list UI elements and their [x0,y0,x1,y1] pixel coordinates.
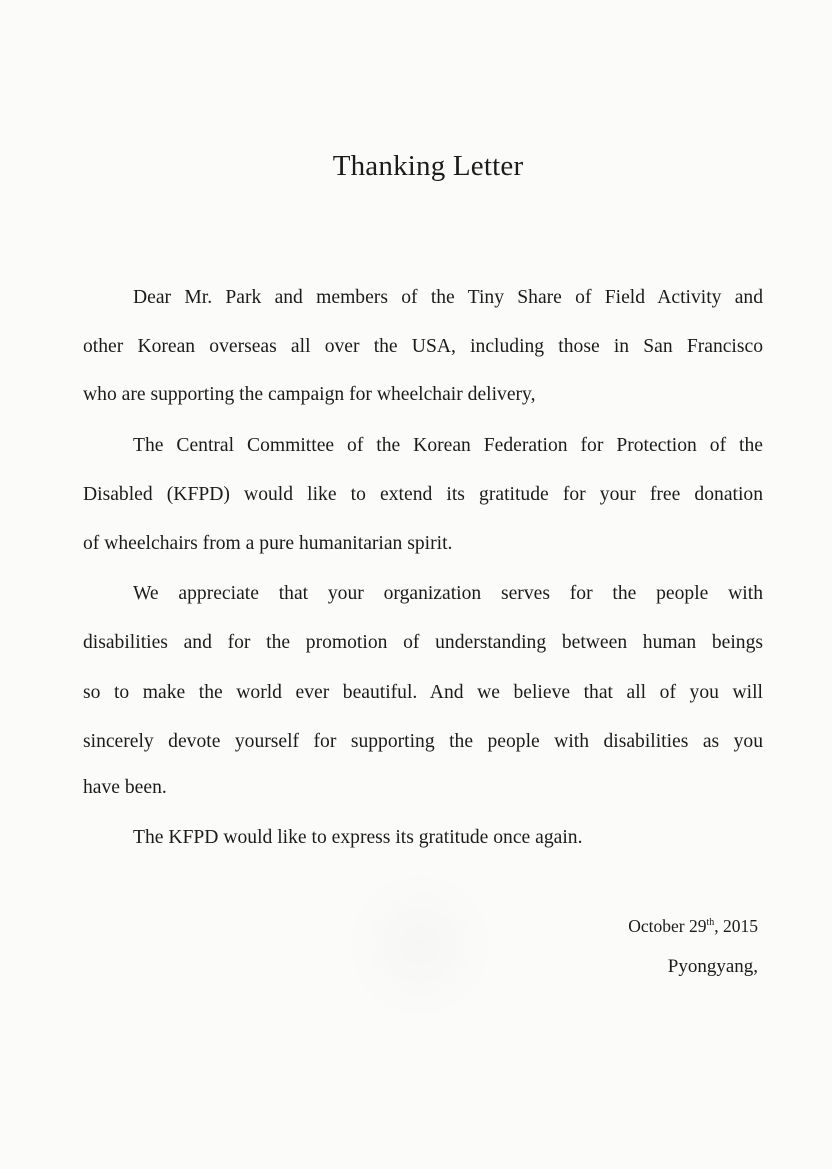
body-line: sincerely devote yourself for supporting the people with disabilities as you [83,731,763,752]
faint-seal [340,870,500,1020]
body-line: of wheelchairs from a pure humanitarian spirit. [83,533,453,554]
body-line: disabilities and for the promotion of understanding between human beings [83,632,763,653]
body-line: Dear Mr. Park and members of the Tiny Share of Field Activity and [133,287,763,308]
letter-title: Thanking Letter [332,150,524,182]
body-line: We appreciate that your organization serves for the people with [133,583,763,604]
body-line: other Korean overseas all over the USA, including those in San Francisco [83,336,763,357]
body-line: Disabled (KFPD) would like to extend its gratitude for your free donation [83,484,763,505]
body-line: who are supporting the campaign for wheelchair delivery, [83,384,536,405]
body-line: have been. [83,777,167,798]
body-line: so to make the world ever beautiful. And we believe that all of you will [83,682,763,703]
letter-place: Pyongyang, [667,956,758,977]
body-line: The KFPD would like to express its gratitude once again. [133,827,583,848]
date-month-day: October 29 [628,916,707,936]
body-line: The Central Committee of the Korean Federation for Protection of the [133,435,763,456]
date-suffix: th [706,917,715,929]
letter-date [628,916,758,937]
date-year: , 2015 [714,916,758,936]
